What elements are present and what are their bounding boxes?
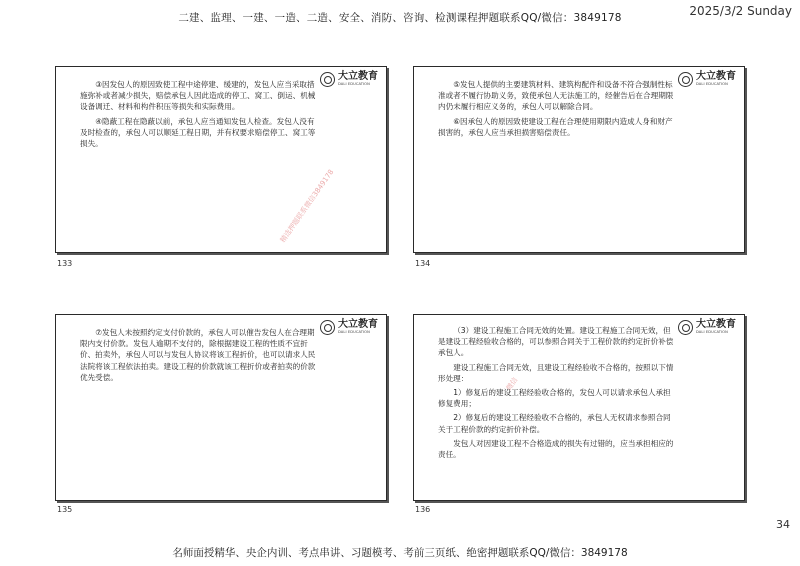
sheet-page-number: 34	[776, 518, 790, 531]
slide-134	[413, 66, 745, 253]
logo-name-en: DALI EDUCATION	[696, 82, 728, 87]
footer-title: 名师面授精华、央企内训、考点串讲、习题模考、考前三页纸、绝密押题联系QQ/微信：3849178	[172, 547, 628, 559]
logo-name-cn: 大立教育	[696, 71, 736, 83]
paragraph: ④隐蔽工程在隐蔽以前，承包人应当通知发包人检查。发包人没有及时检查的，承包人可以顺延工程日期，并有权要求赔偿停工、窝工等损失。	[80, 116, 316, 149]
logo-name-cn: 大立教育	[338, 71, 378, 83]
logo-emblem-icon	[678, 320, 693, 335]
logo-emblem-icon	[320, 320, 335, 335]
logo	[678, 320, 736, 335]
paragraph: （3）建设工程施工合同无效的处置。建设工程施工合同无效，但是建设工程经验收合格的，可以参照合同关于工程价款的约定折价补偿承包人。	[438, 326, 674, 358]
paragraph: 1）修复后的建设工程经验收合格的，发包人可以请求承包人承担修复费用；	[438, 388, 671, 409]
paragraph: ③因发包人的原因致使工程中途停建、缓建的，发包人应当采取措施弥补或者减少损失，赔偿承包人因此造成的停工、窝工、倒运、机械设备调迁、材料和构件积压等损失和实际费用。	[80, 80, 316, 112]
slide-page-number: 136	[415, 505, 431, 514]
logo-name-en: DALI EDUCATION	[338, 330, 370, 335]
logo	[678, 72, 736, 87]
logo	[320, 320, 378, 335]
paragraph: ⑤发包人提供的主要建筑材料、建筑构配件和设备不符合强制性标准或者不履行协助义务，致使承包人无法施工的，经催告后在合理期限内仍未履行相应义务的，承包人可以解除合同。	[438, 80, 674, 112]
slide-133	[55, 66, 387, 253]
slide-page-number: 134	[415, 259, 431, 268]
header-date: 2025/3/2 Sunday	[689, 4, 792, 18]
logo-name-en: DALI EDUCATION	[338, 82, 370, 87]
logo-name-cn: 大立教育	[696, 319, 736, 331]
header-title: 二建、监理、一建、一造、二造、安全、消防、咨询、检测课程押题联系QQ/微信：3849178	[178, 12, 622, 24]
paragraph: 发包人对因建设工程不合格造成的损失有过错的，应当承担相应的责任。	[438, 438, 674, 460]
paragraph: ⑥因承包人的原因致使建设工程在合理使用期限内造成人身和财产损害的，承包人应当承担损害赔偿责任。	[438, 116, 673, 137]
logo-name-en: DALI EDUCATION	[696, 330, 728, 335]
slide-content	[438, 325, 674, 463]
slide-135	[55, 314, 387, 501]
logo	[320, 72, 378, 87]
paragraph: 建设工程施工合同无效，且建设工程经验收不合格的，按照以下情形处理：	[438, 362, 674, 383]
logo-name-cn: 大立教育	[338, 319, 378, 331]
slide-content	[438, 79, 674, 141]
watermark: 微信	[504, 376, 520, 393]
watermark: 精选押题联系微信3849178	[278, 168, 336, 245]
slide-page-number: 133	[57, 259, 73, 268]
slide-page-number: 135	[57, 505, 73, 514]
slide-content	[80, 327, 316, 386]
logo-emblem-icon	[678, 72, 693, 87]
paragraph: ⑦发包人未按照约定支付价款的，承包人可以催告发包人在合理期限内支付价款。发包人逾期不支付的，除根据建设工程的性质不宜折价、拍卖外，承包人可以与发包人协议将该工程折价，也可以请求人民法院将该工程依法拍卖。建设工程的价款就该工程折价或者拍卖的价款优先受偿。	[80, 328, 316, 382]
logo-emblem-icon	[320, 72, 335, 87]
slide-136	[413, 314, 745, 501]
slide-content	[80, 79, 316, 152]
paragraph: 2）修复后的建设工程经验收不合格的，承包人无权请求参照合同关于工程价款的约定折价补偿。	[438, 413, 671, 434]
